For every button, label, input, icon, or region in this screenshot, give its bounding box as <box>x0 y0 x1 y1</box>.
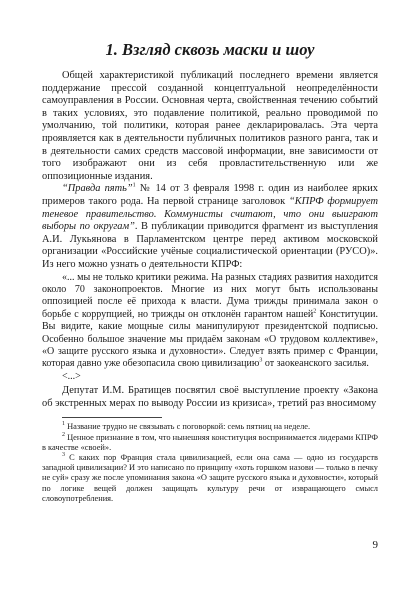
footnote-ref-1[interactable]: 1 <box>132 182 136 189</box>
footnote-mark-3: 3 <box>62 452 65 459</box>
paragraph-pravda-text-1: № 14 от 3 февраля 1998 г. один из наиболее ярких примеров такого рода. На первой странице заголовок <box>42 183 378 207</box>
footnote-text-3: С каких пор Франция стала цивилизацией, если она сама — одно из государств западной цивилизации? И это написано по принципу «хоть горшком назови — только в печку не суй» сразу же после упоминания закона «О защите русского языка и духовности», который по логике вещей должен защищать культуру речи от извращающего смысл словоупотребления. <box>42 452 378 503</box>
newspaper-title: “Правда пять” <box>62 183 133 195</box>
ellipsis-mark: <...> <box>62 370 81 382</box>
paragraph-pravda <box>42 183 378 271</box>
page-number: 9 <box>372 539 378 551</box>
footnote-mark-2: 2 <box>62 431 65 438</box>
paragraph-pravda-text-2: . В публикации приводится фрагмент из выступления А.И. Лукьянова в Парламентском центре перед активом московской организации «Российские учёные социалистической ориентации (РУСО)». Из него можно узнать о деятельности КПРФ: <box>42 221 378 270</box>
footnote-1 <box>42 422 378 432</box>
footnote-text-1: Название трудно не связывать с поговоркой: семь пятниц на неделе. <box>65 422 311 432</box>
section-heading: 1. Взгляд сквозь маски и шоу <box>105 40 315 59</box>
footnote-divider <box>62 417 162 418</box>
footnote-ref-3[interactable]: 3 <box>259 358 263 365</box>
footnote-ref-2[interactable]: 2 <box>313 308 317 315</box>
book-page <box>42 40 378 504</box>
paragraph-intro: Общей характеристикой публикаций последнего времени является поддержание прессой созданной концептуальной неопределённости самоуправления в России. Основная черта, свойственная течению событий в таких условиях, это подавление политикой, реально проводимой по умолчанию, той политики, которая ранее декларировалась. Эта черта проявляется как в деятельности публичных политиков разного ранга, так и в деятельности самих средств массовой информации, вне зависимости от того изображают они из себя провластительственную или же оппозиционные издания. <box>42 70 378 182</box>
footnote-2 <box>42 433 378 453</box>
quote-text-3: от заокеанского засилья. <box>262 358 369 370</box>
quote-text-2: Конституции. Вы видите, какие мощные силы манипулируют президентской подписью. Особенно большое значение мы придаём законам «О трудовом коллективе», «О защите русского языка и духовности». Следует взять пример с Франции, которая давно уже обезопасила свою цивилизацию <box>42 308 378 370</box>
quote-text-1: «... мы не только критики режима. На разных стадиях развития находится около 70 законопроектов. Многие из них могут быть использованы оппозицией после её прихода к власти. Дума трижды принимала закон о борьбе с коррупцией, но трижды он отклонён гарантом нашей <box>42 271 378 320</box>
footnote-mark-1: 1 <box>62 421 65 428</box>
newspaper-headline: “КПРФ формирует теневое правительство. Коммунисты считают, что они выиграют выборы по округам” <box>42 195 378 233</box>
quote-block <box>42 272 378 371</box>
footnote-3 <box>42 453 378 504</box>
paragraph-bratishchev: Депутат И.М. Братищев посвятил своё выступление проекту «Закона об экстренных мерах по выводу России из кризиса», третий раз вносимому <box>42 385 378 409</box>
footnote-text-2: Ценное признание в том, что нынешняя конституция воспринимается лидерами КПРФ в качестве «своей». <box>42 432 378 452</box>
